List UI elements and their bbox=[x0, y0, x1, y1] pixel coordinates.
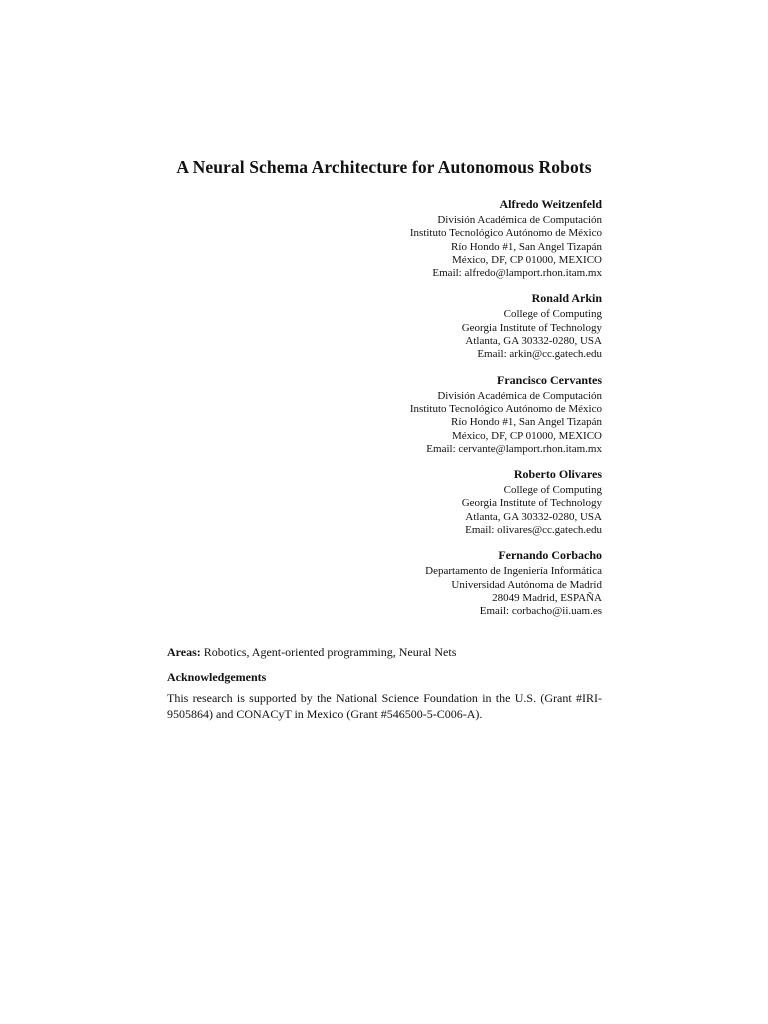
author-affiliation-line: Georgia Institute of Technology bbox=[461, 321, 602, 334]
author-affiliation-line: Departamento de Ingeniería Informática bbox=[425, 565, 602, 578]
author-address-line: Río Hondo #1, San Angel Tizapán bbox=[451, 416, 602, 429]
author-name: Francisco Cervantes bbox=[497, 372, 602, 387]
author-affiliation-line: Universidad Autónoma de Madrid bbox=[451, 578, 602, 591]
areas-text: Robotics, Agent-oriented programming, Neural Nets bbox=[200, 645, 457, 659]
author-block bbox=[182, 291, 602, 361]
author-email: Email: cervante@lamport.rhon.itam.mx bbox=[426, 442, 602, 455]
author-email: Email: arkin@cc.gatech.edu bbox=[477, 348, 602, 361]
paper-title: A Neural Schema Architecture for Autonomous Robots bbox=[176, 157, 592, 177]
areas-label: Areas: bbox=[167, 645, 201, 659]
author-block bbox=[182, 467, 602, 537]
author-address-line: Río Hondo #1, San Angel Tizapán bbox=[451, 240, 602, 253]
author-address-line: México, DF, CP 01000, MEXICO bbox=[452, 253, 602, 266]
author-affiliation-line: Georgia Institute of Technology bbox=[461, 497, 602, 510]
author-affiliation-line: División Académica de Computación bbox=[437, 389, 602, 402]
author-name: Alfredo Weitzenfeld bbox=[499, 197, 602, 211]
author-affiliation-line: Instituto Tecnológico Autónomo de México bbox=[409, 227, 602, 240]
author-block bbox=[182, 548, 602, 618]
author-affiliation-line: College of Computing bbox=[503, 484, 602, 497]
acknowledgements-heading: Acknowledgements bbox=[167, 670, 267, 684]
author-affiliation-line: División Académica de Computación bbox=[437, 214, 602, 226]
author-list bbox=[182, 197, 602, 630]
author-email: Email: olivares@cc.gatech.edu bbox=[465, 524, 602, 537]
author-block bbox=[182, 197, 602, 280]
author-block bbox=[182, 373, 602, 456]
author-affiliation-line: Instituto Tecnológico Autónomo de México bbox=[409, 402, 602, 415]
author-name: Roberto Olivares bbox=[513, 467, 602, 482]
author-address-line: 28049 Madrid, ESPAÑA bbox=[492, 591, 602, 604]
acknowledgements-body: This research is supported by the National Science Foundation in the U.S. (Grant #IRI-9505864) and CONACyT in Mexico (Grant #546500-5-C006-A). bbox=[167, 691, 602, 721]
areas-line bbox=[167, 645, 603, 660]
author-address-line: Atlanta, GA 30332-0280, USA bbox=[465, 510, 602, 523]
author-address-line: Atlanta, GA 30332-0280, USA bbox=[465, 335, 602, 348]
author-name: Ronald Arkin bbox=[531, 291, 602, 306]
author-affiliation-line: College of Computing bbox=[503, 308, 602, 321]
author-address-line: México, DF, CP 01000, MEXICO bbox=[452, 429, 602, 442]
author-email: Email: corbacho@ii.uam.es bbox=[479, 605, 602, 618]
author-email: Email: alfredo@lamport.rhon.itam.mx bbox=[432, 267, 602, 280]
author-name: Fernando Corbacho bbox=[498, 548, 602, 563]
